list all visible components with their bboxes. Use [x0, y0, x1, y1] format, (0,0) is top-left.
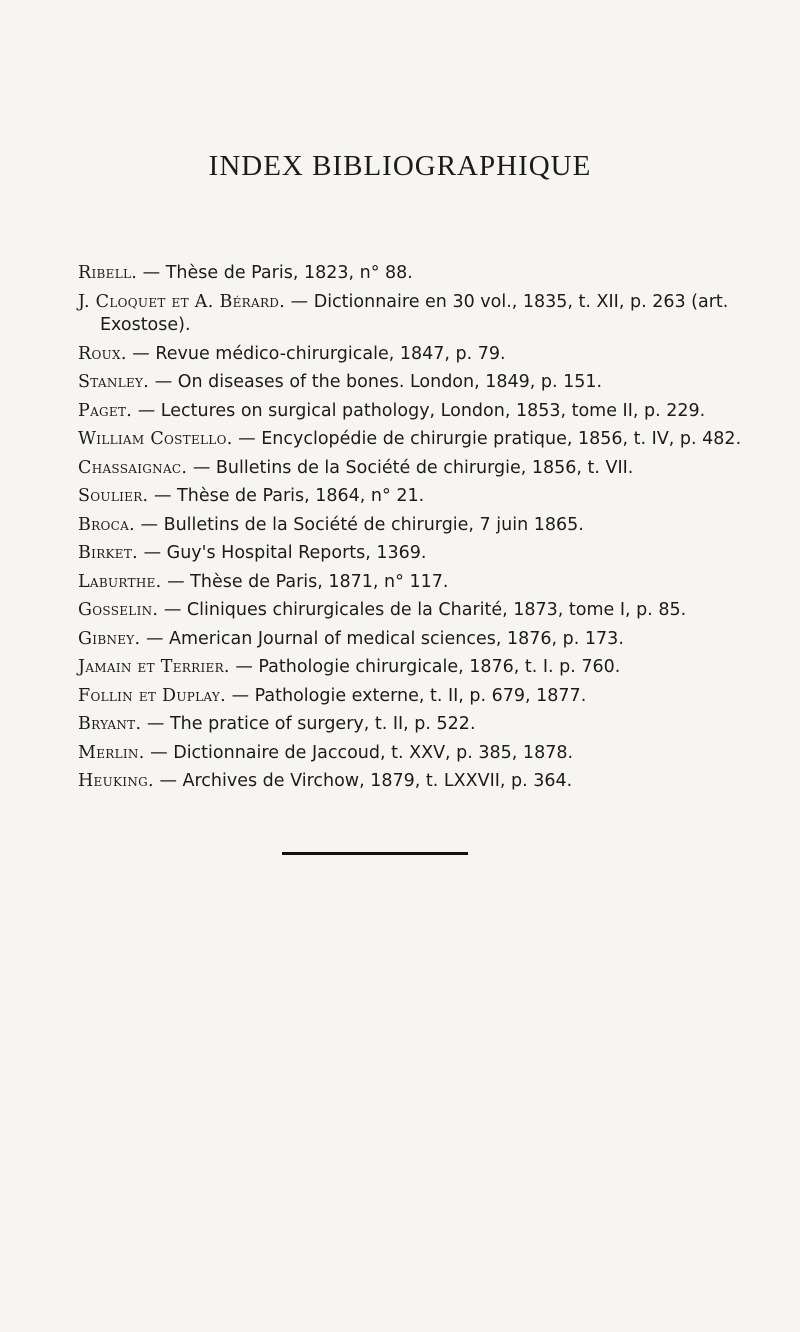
bibliography-entry [78, 656, 778, 680]
entry-author: Roux. [78, 343, 127, 364]
entry-author: J. Cloquet et A. Bérard. [78, 291, 286, 312]
entry-text: — Bulletins de la Société de chirurgie, 7 juin 1865. [134, 514, 584, 535]
entry-author: Ribell. [78, 263, 138, 283]
entry-text: — Cliniques chirurgicales de la Charité, 1873, tome I, p. 85. [158, 600, 687, 620]
entry-text: — On diseases of the bones. London, 1849, p. 151. [149, 372, 603, 392]
bibliography-entry [78, 599, 778, 623]
bibliography-entry [78, 371, 778, 395]
bibliography-entry [78, 628, 778, 652]
page-title: INDEX BIBLIOGRAPHIQUE [208, 150, 592, 182]
entry-author: Gibney. [78, 628, 141, 649]
entry-author: Follin et Duplay. [78, 685, 226, 706]
entry-text: — Dictionnaire en 30 vol., 1835, t. XII, p. 263 (art. Exostose). [100, 291, 729, 335]
entry-author: Soulier. [78, 486, 149, 506]
entry-text: — Encyclopédie de chirurgie pratique, 1856, t. IV, p. 482. [232, 429, 742, 449]
bibliography-entry [78, 400, 778, 424]
bibliography-entry [78, 428, 778, 452]
entry-text: — Pathologie externe, t. II, p. 679, 1877. [226, 685, 587, 706]
end-rule [282, 852, 468, 855]
bibliography-entry [78, 542, 778, 566]
bibliography-entry [78, 514, 778, 538]
entry-author: Paget. [78, 400, 133, 421]
entry-author: Merlin. [78, 742, 145, 763]
entry-author: Birket. [78, 543, 139, 563]
bibliography-entry [78, 770, 778, 794]
bibliography-entry [78, 262, 778, 286]
bibliography-entry [78, 343, 778, 367]
bibliography-entry [78, 685, 778, 709]
entry-author: Laburthe. [78, 571, 162, 592]
entry-author: Jamain et Terrier. [78, 657, 230, 677]
bibliography-entry [78, 485, 778, 509]
entry-text: — Thèse de Paris, 1871, n° 117. [161, 571, 449, 592]
bibliography-entry [78, 571, 778, 595]
entry-author: Broca. [78, 514, 135, 535]
entry-text: — Lectures on surgical pathology, London, 1853, tome II, p. 229. [132, 400, 706, 421]
entry-author: William Costello. [78, 429, 233, 449]
bibliography-list [78, 262, 778, 799]
entry-author: Bryant. [78, 714, 142, 734]
bibliography-entry [78, 742, 778, 766]
bibliography-entry [78, 457, 778, 481]
entry-text: — Revue médico-chirurgicale, 1847, p. 79. [126, 343, 506, 364]
entry-text: — American Journal of medical sciences, 1876, p. 173. [140, 628, 624, 649]
entry-author: Stanley. [78, 372, 150, 392]
entry-text: — Thèse de Paris, 1823, n° 88. [137, 263, 413, 283]
entry-text: — Bulletins de la Société de chirurgie, 1856, t. VII. [187, 457, 634, 478]
bibliography-entry [78, 713, 778, 737]
entry-author: Chassaignac. [78, 457, 188, 478]
entry-text: — Guy's Hospital Reports, 1369. [138, 543, 427, 563]
bibliography-entry [78, 291, 778, 338]
entry-author: Gosselin. [78, 600, 159, 620]
entry-text: — Pathologie chirurgicale, 1876, t. I. p. 760. [229, 657, 621, 677]
entry-author: Heuking. [78, 771, 154, 791]
entry-text: — Dictionnaire de Jaccoud, t. XXV, p. 385, 1878. [144, 742, 574, 763]
entry-text: — Archives de Virchow, 1879, t. LXXVII, p. 364. [153, 771, 573, 791]
entry-text: — Thèse de Paris, 1864, n° 21. [148, 486, 425, 506]
entry-text: — The pratice of surgery, t. II, p. 522. [141, 714, 476, 734]
